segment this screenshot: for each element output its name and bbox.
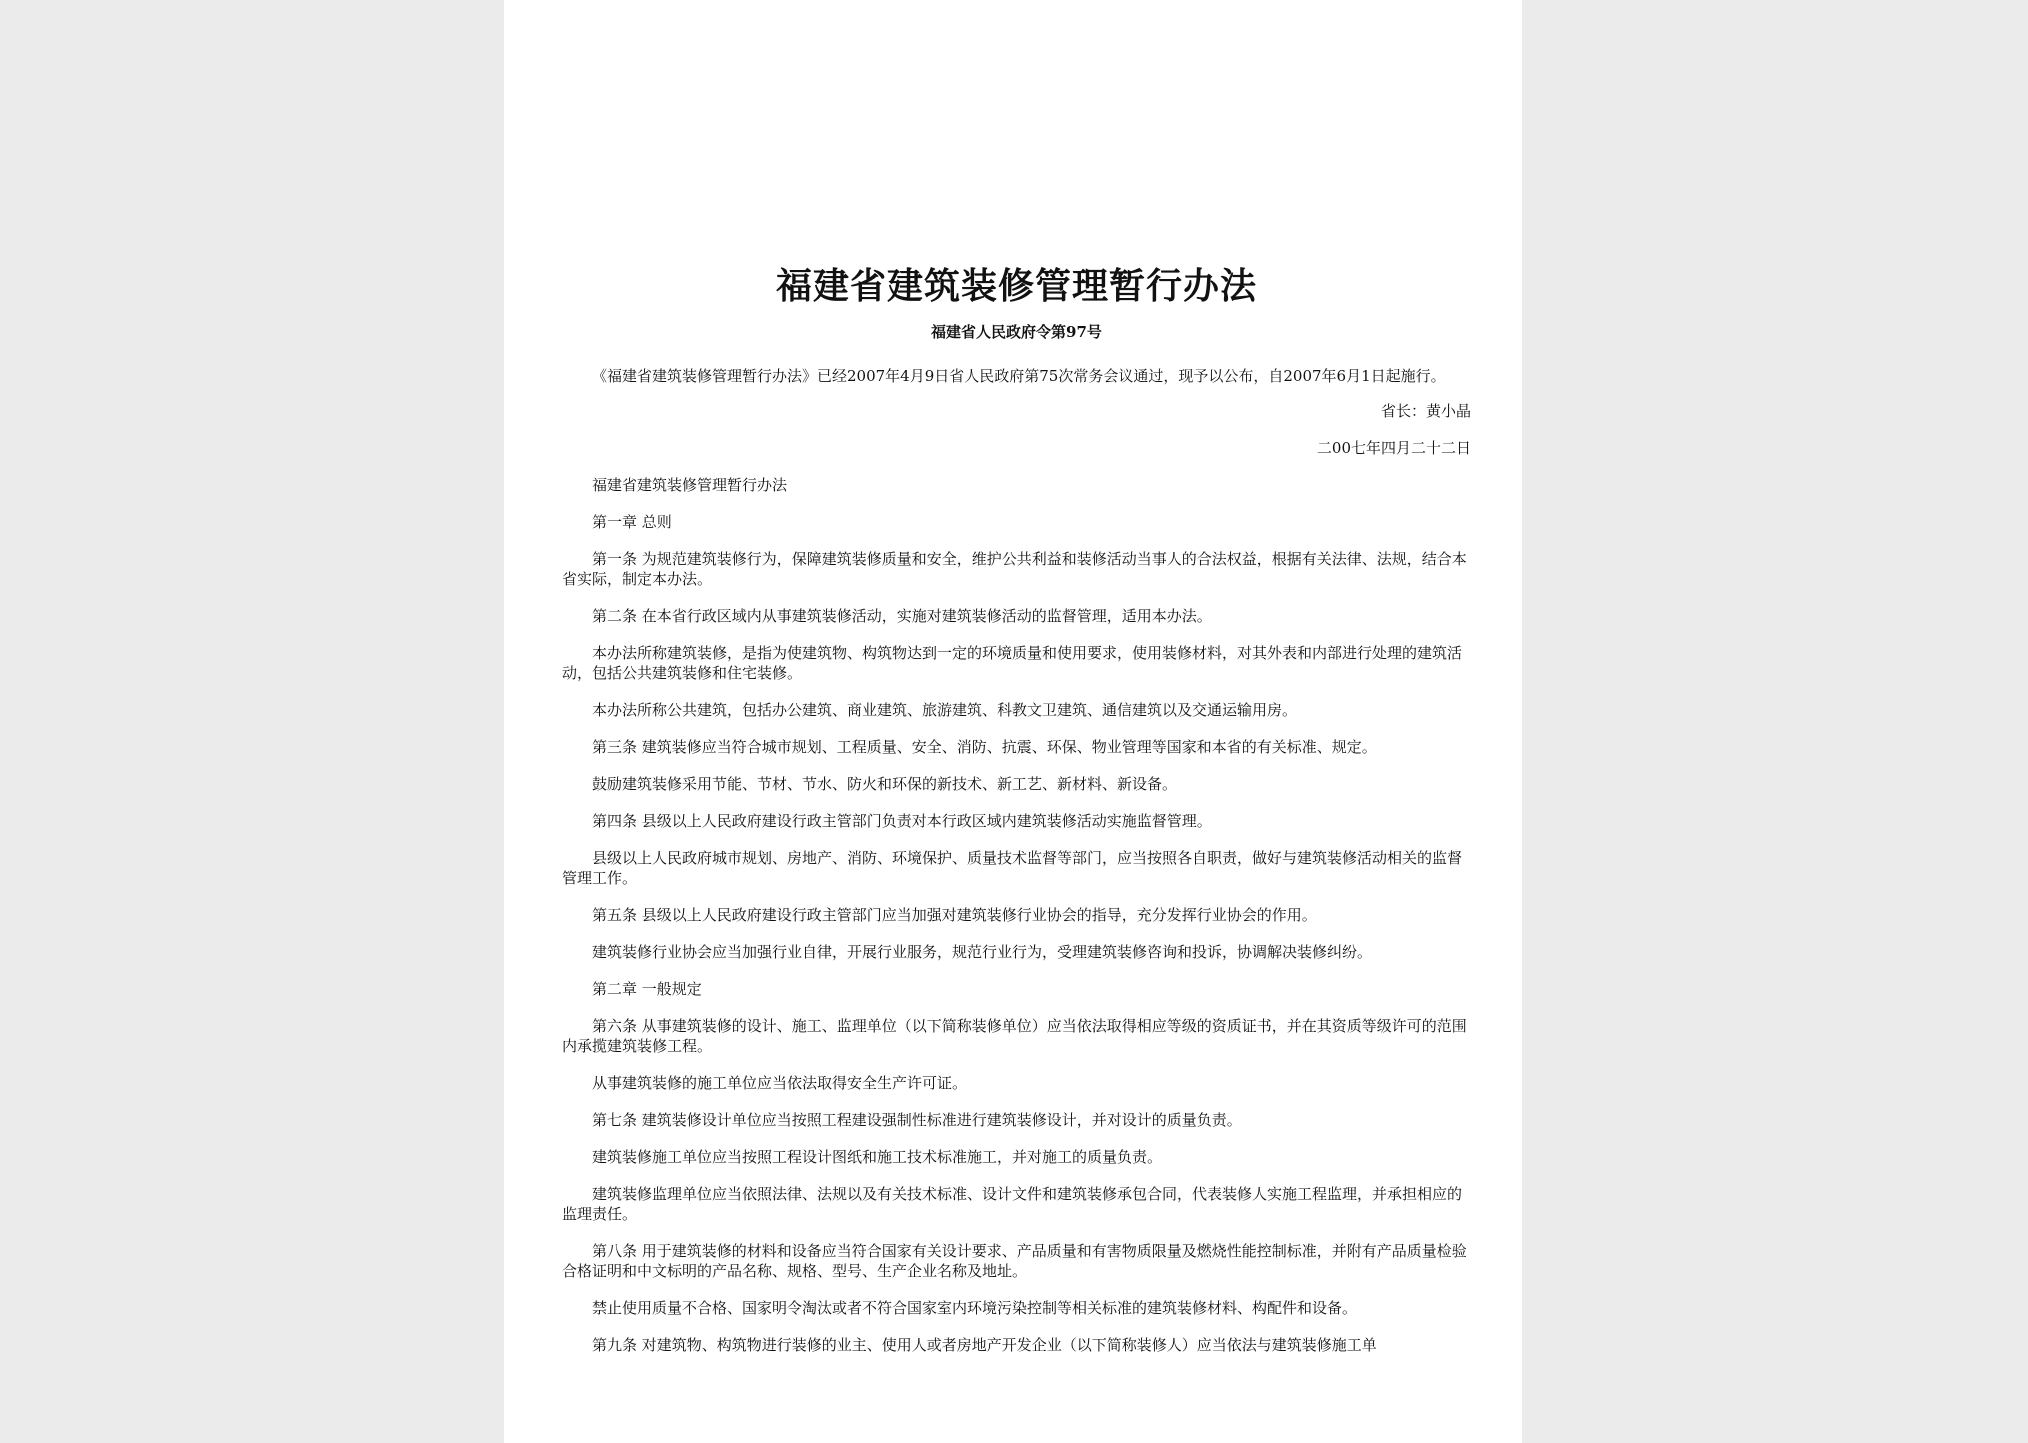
paragraph: 建筑装修施工单位应当按照工程设计图纸和施工技术标准施工，并对施工的质量负责。: [592, 1148, 1163, 1166]
paragraph: 本办法所称公共建筑，包括办公建筑、商业建筑、旅游建筑、科教文卫建筑、通信建筑以及交通运输用房。: [592, 701, 1298, 719]
signing-date: 二00七年四月二十二日: [1316, 439, 1471, 457]
paragraph: 从事建筑装修的施工单位应当依法取得安全生产许可证。: [592, 1074, 968, 1092]
paragraph: 第九条 对建筑物、构筑物进行装修的业主、使用人或者房地产开发企业（以下简称装修人）应当依法与建筑装修施工单: [592, 1336, 1377, 1354]
signatory: 省长：黄小晶: [1380, 402, 1471, 420]
paragraph: 本办法所称建筑装修，是指为使建筑物、构筑物达到一定的环境质量和使用要求，使用装修材料，对其外表和内部进行处理的建筑活动，包括公共建筑装修和住宅装修。: [562, 644, 1463, 682]
preamble-paragraph: 《福建省建筑装修管理暂行办法》已经2007年4月9日省人民政府第75次常务会议通过，现予以公布，自2007年6月1日起施行。: [592, 367, 1446, 385]
paragraph: 鼓励建筑装修采用节能、节材、节水、防火和环保的新技术、新工艺、新材料、新设备。: [592, 775, 1178, 793]
paragraph: 第八条 用于建筑装修的材料和设备应当符合国家有关设计要求、产品质量和有害物质限量及燃烧性能控制标准，并附有产品质量检验合格证明和中文标明的产品名称、规格、型号、生产企业名称及地址。: [562, 1242, 1467, 1280]
paragraph: 第六条 从事建筑装修的设计、施工、监理单位（以下简称装修单位）应当依法取得相应等级的资质证书，并在其资质等级许可的范围内承揽建筑装修工程。: [562, 1017, 1467, 1055]
paragraph: 禁止使用质量不合格、国家明令淘汰或者不符合国家室内环境污染控制等相关标准的建筑装修材料、构配件和设备。: [592, 1299, 1358, 1317]
paragraph: 第三条 建筑装修应当符合城市规划、工程质量、安全、消防、抗震、环保、物业管理等国家和本省的有关标准、规定。: [592, 738, 1377, 756]
paragraph: 第五条 县级以上人民政府建设行政主管部门应当加强对建筑装修行业协会的指导，充分发挥行业协会的作用。: [592, 906, 1317, 924]
paragraph: 第一条 为规范建筑装修行为，保障建筑装修质量和安全，维护公共利益和装修活动当事人的合法权益，根据有关法律、法规，结合本省实际，制定本办法。: [562, 550, 1467, 588]
chapter-heading: 第一章 总则: [592, 513, 672, 531]
paragraph: 县级以上人民政府城市规划、房地产、消防、环境保护、质量技术监督等部门，应当按照各自职责，做好与建筑装修活动相关的监督管理工作。: [562, 849, 1463, 887]
document-content: [562, 262, 1471, 1355]
document-title: 福建省建筑装修管理暂行办法: [775, 265, 1257, 307]
document-page: [504, 0, 1522, 1443]
paragraph: 第七条 建筑装修设计单位应当按照工程建设强制性标准进行建筑装修设计，并对设计的质量负责。: [592, 1111, 1242, 1129]
paragraph: 建筑装修监理单位应当依照法律、法规以及有关技术标准、设计文件和建筑装修承包合同，代表装修人实施工程监理，并承担相应的监理责任。: [562, 1185, 1463, 1223]
chapter-heading: 第二章 一般规定: [592, 980, 702, 998]
viewer-background-left: [0, 0, 504, 1443]
document-subtitle: 福建省人民政府令第97号: [931, 323, 1102, 341]
paragraph: 第四条 县级以上人民政府建设行政主管部门负责对本行政区域内建筑装修活动实施监督管理。: [592, 812, 1212, 830]
viewer-background-right: [1522, 0, 2028, 1443]
paragraph: 福建省建筑装修管理暂行办法: [592, 476, 788, 494]
paragraph: 建筑装修行业协会应当加强行业自律，开展行业服务，规范行业行为，受理建筑装修咨询和投诉，协调解决装修纠纷。: [592, 943, 1373, 961]
paragraph: 第二条 在本省行政区域内从事建筑装修活动，实施对建筑装修活动的监督管理，适用本办法。: [592, 607, 1212, 625]
